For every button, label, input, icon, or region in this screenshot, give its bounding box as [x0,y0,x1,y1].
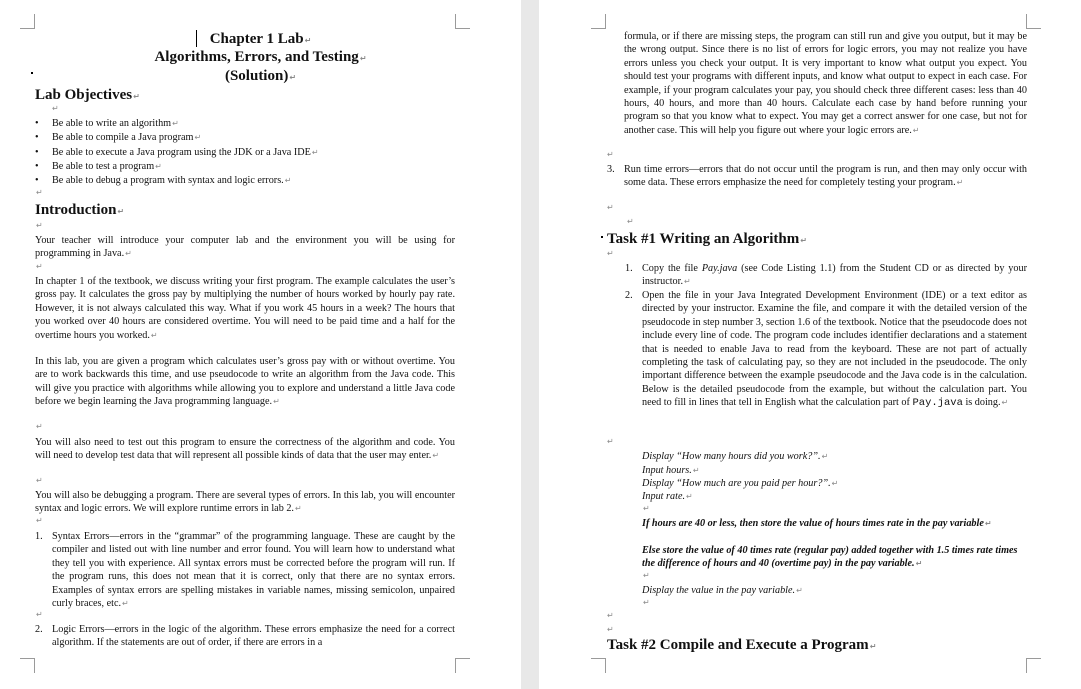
pseudocode-line[interactable]: Display the value in the pay variable.↵ [642,585,803,596]
paragraph-mark: ↵ [607,150,614,159]
crop-mark-top-right [455,14,470,29]
list-number: 3. [607,164,615,175]
intro-paragraph-4[interactable]: You will also need to test out this program to ensure the correctness of the algorithm and code. You will need to develop test data that will represent all possible kinds of data that the user may enter.↵ [35,437,455,462]
list-number: 1. [35,531,43,542]
crop-mark-top-left [591,14,606,29]
intro-paragraph-2[interactable]: In chapter 1 of the textbook, we discuss writing your first program. The example calculates the user’s gross pay. It calculates the gross pay by multiplying the number of hours worked by hourly pay rate. However, it is not always calculated this way. What if you work 45 hours in a week? The hours that you worked over 40 hours are considered overtime. You will need to be paid time and a half for the overtime hours you worked.↵ [35,276,455,341]
file-name: Pay.java [701,263,738,274]
crop-mark-bottom-right [1026,658,1041,673]
intro-paragraph-1[interactable]: Your teacher will introduce your computer lab and the environment you will be using for programming in Java.↵ [35,235,455,260]
introduction-heading[interactable]: Introduction↵ [35,202,125,218]
task1-step-2[interactable]: Open the file in your Java Integrated Development Environment (IDE) or a text editor as directed by your instructor. Examine the file, and compare it with the detailed version of the pseudocode in step number 3, section 1.6 of the textbook. Notice that the pseudocode does not include every line of code. The program code includes identifier declarations and a statement that is needed to enable Java to read from the keyboard. These are not part of actually completing the task of calculating pay, so they are not included in the pseudocode. The only important difference between the example pseudocode and the Java code is in the calculation. Below is the detailed pseudocode from the example, but without the calculation part. You need to fill in lines that tell in English what the calculation part of Pay.java is doing.↵ [642,290,1027,410]
crop-mark-bottom-left [20,658,35,673]
paragraph-mark: ↵ [607,437,614,446]
paragraph-mark: ↵ [36,610,43,619]
title-line-3[interactable]: (Solution)↵ [224,68,297,84]
title-line-1[interactable]: Chapter 1 Lab↵ [209,31,312,47]
crop-mark-bottom-left [591,658,606,673]
objectives-heading[interactable]: Lab Objectives↵ [35,87,140,103]
title-line-2[interactable]: Algorithms, Errors, and Testing↵ [154,49,367,65]
logic-errors-item[interactable]: Logic Errors—errors in the logic of the algorithm. These errors emphasize the need for a correct algorithm. If the statements are out of order, if there are errors in a [52,624,455,649]
paragraph-mark: ↵ [36,516,43,525]
logic-errors-continued[interactable]: formula, or if there are missing steps, the program can still run and give you output, but it may be the wrong output. Since there is no list of errors for logic errors, you may not realize you have errors unless you check your output. It is very important to know what output you expect. You should test your programs with different inputs, and know what output to expect in each case. For example, if your program calculates your pay, you should check three different cases: less than 40 hours, 40 hours, and more than 40 hours. Calculate each case by hand before running your program so that you know what to expect. You may get a correct answer for one case, but not for another case. This will help you figure out where your logic errors are.↵ [624,31,1027,136]
task1-step-1[interactable]: Copy the file Pay.java (see Code Listing 1.1) from the Student CD or as directed by your instructor.↵ [642,263,1027,288]
crop-mark-bottom-right [455,658,470,673]
paragraph-mark: ↵ [36,221,43,230]
runtime-errors-item[interactable]: Run time errors—errors that do not occur until the program is run, and then may only occur with some data. These errors emphasize the need for completely testing your program.↵ [624,164,1027,189]
paragraph-anchor-dot [601,236,603,238]
pseudocode-else-line[interactable]: Else store the value of 40 times rate (regular pay) added together with 1.5 times rate times the difference of hours and 40 (overtime pay) in the pay variable.↵ [642,545,1018,570]
paragraph-mark: ↵ [643,598,650,607]
pseudocode-line[interactable]: Input rate.↵ [642,491,693,502]
objective-item[interactable]: • Be able to compile a Java program↵ [52,131,201,144]
objective-item[interactable]: • Be able to debug a program with syntax and logic errors.↵ [52,174,291,187]
paragraph-mark: ↵ [607,611,614,620]
paragraph-mark: ↵ [36,476,43,485]
list-number: 2. [625,290,633,301]
crop-mark-top-left [20,14,35,29]
code-file-name: Pay.java [912,397,963,410]
paragraph-mark: ↵ [52,104,59,113]
intro-paragraph-3[interactable]: In this lab, you are given a program which calculates user’s gross pay with or without overtime. You are to work backwards this time, and use pseudocode to write an algorithm from the Java code. This will give you practice with algorithms while allowing you to explore and understand a little Java code before we begin learning the Java programming language.↵ [35,356,455,408]
paragraph-anchor-dot [31,72,33,74]
paragraph-mark: ↵ [607,625,614,634]
task2-heading[interactable]: Task #2 Compile and Execute a Program↵ [607,637,877,653]
intro-paragraph-5[interactable]: You will also be debugging a program. There are several types of errors. In this lab, you will encounter syntax and logic errors. We will explore runtime errors in lab 2.↵ [35,490,455,515]
paragraph-mark: ↵ [643,504,650,513]
task1-heading[interactable]: Task #1 Writing an Algorithm↵ [607,231,807,247]
paragraph-mark: ↵ [607,249,614,258]
list-number: 1. [625,263,633,274]
paragraph-mark: ↵ [36,262,43,271]
paragraph-mark: ↵ [36,188,43,197]
paragraph-mark: ↵ [36,422,43,431]
objective-item[interactable]: • Be able to write an algorithm↵ [52,117,179,130]
pseudocode-line[interactable]: Display “How many hours did you work?”.↵ [642,451,829,462]
pseudocode-if-line[interactable]: If hours are 40 or less, then store the value of hours times rate in the pay variable↵ [642,518,992,529]
paragraph-mark: ↵ [643,571,650,580]
crop-mark-top-right [1026,14,1041,29]
syntax-errors-item[interactable]: Syntax Errors—errors in the “grammar” of the programming language. These are caught by the compiler and listed out with line number and error found. You will learn how to understand what they tell you with experience. All syntax errors must be corrected before the program will run. If the program runs, this does not mean that it is correct, only that there are no syntax errors. Examples of syntax errors are spelling mistakes in variable names, missing semicolon, unpaired curly braces, etc.↵ [52,531,455,610]
objective-item[interactable]: • Be able to execute a Java program using the JDK or a Java IDE↵ [52,146,319,159]
list-number: 2. [35,624,43,635]
pseudocode-line[interactable]: Display “How much are you paid per hour?”.↵ [642,478,839,489]
pseudocode-line[interactable]: Input hours.↵ [642,465,700,476]
paragraph-mark: ↵ [627,217,634,226]
paragraph-mark: ↵ [607,203,614,212]
objective-item[interactable]: • Be able to test a program↵ [52,160,162,173]
